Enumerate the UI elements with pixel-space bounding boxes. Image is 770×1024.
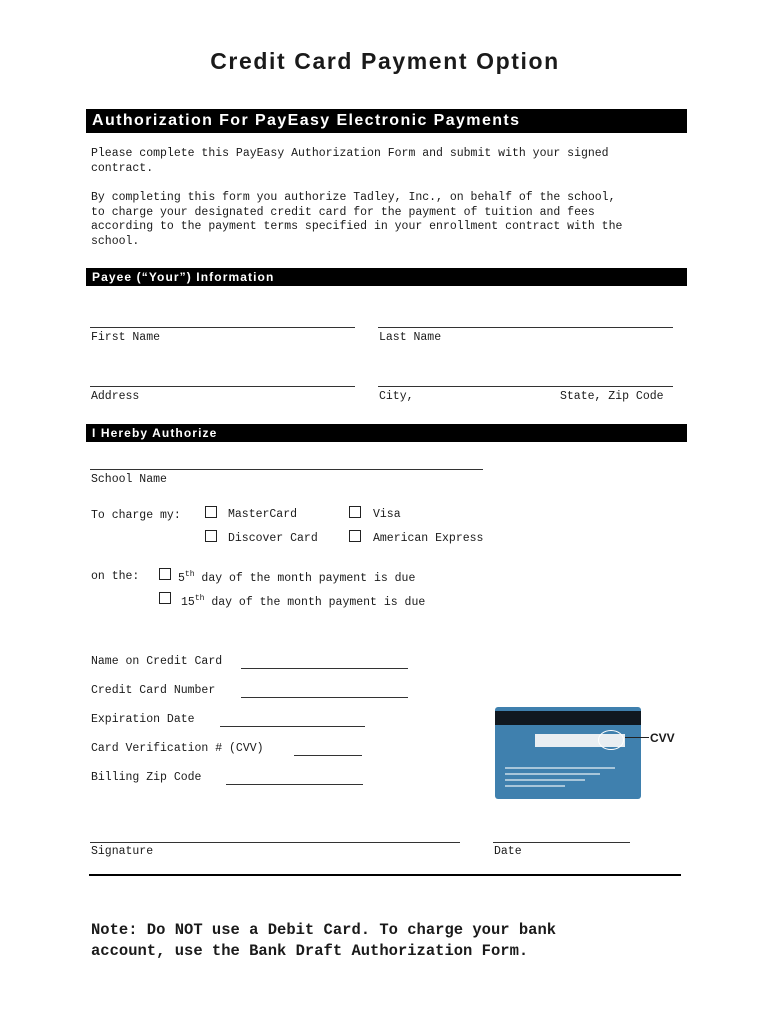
cvv-callout-label: CVV bbox=[650, 731, 675, 745]
last-name-label: Last Name bbox=[379, 331, 442, 344]
charge-label: To charge my: bbox=[91, 509, 181, 522]
debit-card-note: Note: Do NOT use a Debit Card. To charge your bank account, use the Bank Draft Authorization Form. bbox=[91, 921, 557, 960]
authorization-header-bar: Authorization For PayEasy Electronic Payments bbox=[86, 109, 687, 133]
fifth-day-text: day of the month payment is due bbox=[201, 572, 416, 585]
state-zip-label: State, Zip Code bbox=[560, 390, 664, 403]
school-name-label: School Name bbox=[91, 473, 167, 486]
date-field[interactable] bbox=[493, 842, 630, 843]
city-label: City, bbox=[379, 390, 414, 403]
discover-checkbox[interactable] bbox=[205, 530, 217, 542]
visa-checkbox[interactable] bbox=[349, 506, 361, 518]
fifteenth-day-number: 15 bbox=[181, 596, 195, 609]
billing-zip-field[interactable] bbox=[226, 784, 363, 785]
name-on-card-label: Name on Credit Card bbox=[91, 655, 223, 668]
mastercard-checkbox[interactable] bbox=[205, 506, 217, 518]
fifteenth-day-suffix: th bbox=[194, 594, 205, 603]
on-the-label: on the: bbox=[91, 570, 140, 583]
intro-paragraph-1: Please complete this PayEasy Authorization Form and submit with your signed contract. bbox=[91, 147, 609, 175]
expiration-field[interactable] bbox=[220, 726, 365, 727]
name-on-card-field[interactable] bbox=[241, 668, 408, 669]
mastercard-label: MasterCard bbox=[228, 508, 298, 521]
card-fine-print bbox=[505, 767, 615, 769]
intro-paragraph-2: By completing this form you authorize Tadley, Inc., on behalf of the school, to charge your designated credit card for the payment of tuition and fees according to the payment terms specified in your enrollment contract with the school. bbox=[91, 191, 623, 248]
first-name-field[interactable] bbox=[90, 327, 355, 328]
card-number-label: Credit Card Number bbox=[91, 684, 216, 697]
first-name-label: First Name bbox=[91, 331, 161, 344]
payee-section-header: Payee (“Your”) Information bbox=[86, 268, 687, 286]
amex-checkbox[interactable] bbox=[349, 530, 361, 542]
address-field[interactable] bbox=[90, 386, 355, 387]
cvv-field[interactable] bbox=[294, 755, 362, 756]
address-label: Address bbox=[91, 390, 140, 403]
signature-label: Signature bbox=[91, 845, 154, 858]
fifteenth-day-text: day of the month payment is due bbox=[211, 596, 426, 609]
expiration-label: Expiration Date bbox=[91, 713, 195, 726]
fifth-day-suffix: th bbox=[184, 570, 195, 579]
cvv-callout-line bbox=[625, 737, 649, 738]
amex-label: American Express bbox=[373, 532, 484, 545]
fifteenth-day-label bbox=[181, 594, 425, 609]
page-title: Credit Card Payment Option bbox=[210, 48, 560, 74]
card-fine-print bbox=[505, 779, 585, 781]
credit-card-back-icon bbox=[495, 707, 641, 799]
date-label: Date bbox=[494, 845, 522, 858]
fifth-day-label bbox=[178, 570, 415, 585]
card-fine-print bbox=[505, 773, 600, 775]
fifteenth-day-checkbox[interactable] bbox=[159, 592, 171, 604]
divider-rule bbox=[89, 874, 681, 876]
card-fine-print bbox=[505, 785, 565, 787]
fifth-day-checkbox[interactable] bbox=[159, 568, 171, 580]
authorize-section-header: I Hereby Authorize bbox=[86, 424, 687, 442]
last-name-field[interactable] bbox=[378, 327, 673, 328]
discover-label: Discover Card bbox=[228, 532, 318, 545]
magnetic-stripe bbox=[495, 711, 641, 725]
billing-zip-label: Billing Zip Code bbox=[91, 771, 202, 784]
city-state-zip-field[interactable] bbox=[378, 386, 673, 387]
signature-field[interactable] bbox=[90, 842, 460, 843]
cvv-label: Card Verification # (CVV) bbox=[91, 742, 264, 755]
card-number-field[interactable] bbox=[241, 697, 408, 698]
cvv-highlight-circle bbox=[598, 730, 624, 750]
visa-label: Visa bbox=[373, 508, 401, 521]
fifth-day-number: 5 bbox=[178, 572, 185, 585]
school-name-field[interactable] bbox=[90, 469, 483, 470]
